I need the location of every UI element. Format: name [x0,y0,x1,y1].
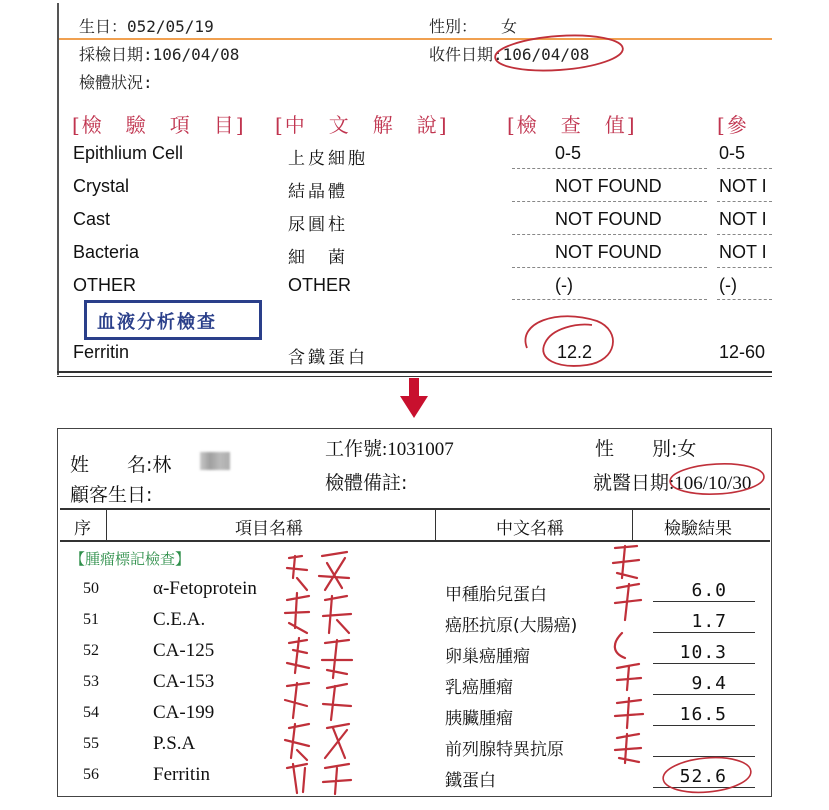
header-item-name: 項目名稱 [235,519,303,539]
item-value: (-) [555,275,573,295]
result-underline [653,694,755,695]
item-value: NOT FOUND [555,209,662,229]
item-name: Crystal [73,176,130,196]
row-number: 53 [83,673,99,690]
item-value: 0-5 [555,143,582,163]
row-number: 50 [83,580,99,597]
header-value: [檢 查 值] [507,113,637,137]
result-underline [653,756,755,757]
row-zh: 鐵蛋白 [445,771,496,791]
bottom-report [57,428,772,797]
item-name: Ferritin [73,342,130,362]
row-zh: 胰臟腫瘤 [445,709,513,729]
row-zh: 乳癌腫瘤 [445,678,513,698]
top-report [57,3,772,375]
ref-rule [717,201,772,202]
down-arrow-icon [400,378,428,418]
row-zh: 卵巢癌腫瘤 [445,647,530,667]
specimen-status: 檢體狀況: [79,73,153,92]
ref-rule [717,299,772,300]
customer-birth: 顧客生日: [70,484,153,506]
item-value: NOT FOUND [555,242,662,262]
row-result: 10.3 [679,642,727,663]
bottom-rule [57,371,772,373]
row-zh: 前列腺特異抗原 [445,740,564,760]
row-name: C.E.A. [153,609,206,630]
row-result: 16.5 [679,704,727,725]
row-name: CA-153 [153,671,215,692]
ref-rule [717,234,772,235]
row-name: Ferritin [153,764,210,785]
row-zh: 癌胚抗原(大腸癌) [445,616,578,636]
header-item: [檢 驗 項 目] [72,113,246,137]
item-name: Epithlium Cell [73,143,184,163]
col-divider [435,510,436,540]
row-result: 9.4 [691,673,727,694]
visit-date: 就醫日期:106/10/30 [593,473,752,494]
item-zh: 含鐵蛋白 [288,348,368,368]
row-result: 1.7 [691,611,727,632]
item-name: OTHER [73,275,136,295]
row-number: 56 [83,766,99,783]
item-name: Cast [73,209,111,229]
row-number: 54 [83,704,99,721]
work-number: 工作號:1031007 [325,439,454,460]
item-ref: 0-5 [719,143,746,163]
col-divider [106,510,107,540]
result-underline [653,601,755,602]
header-result: 檢驗結果 [664,519,732,539]
row-result: 6.0 [691,580,727,601]
col-divider [632,510,633,540]
item-zh: 結晶體 [288,182,348,202]
result-underline [653,787,755,788]
orange-rule [59,38,772,40]
row-number: 52 [83,642,99,659]
item-zh: OTHER [288,275,351,295]
section-tumor-markers: 【腫瘤標記檢查】 [70,550,191,568]
item-value: 12.2 [557,342,593,362]
table-header [60,508,770,542]
row-name: CA-199 [153,702,215,723]
left-border [57,3,59,375]
header-ref: [參 [717,113,749,137]
result-underline [653,632,755,633]
item-ref: NOT I [719,176,767,196]
header-zh: [中 文 解 說] [275,113,449,137]
row-number: 51 [83,611,99,628]
value-rule [512,168,707,169]
value-rule [512,201,707,202]
receive-date: 收件日期:106/04/08 [429,45,590,64]
bottom-rule [57,376,772,377]
header-seq: 序 [74,519,91,539]
section-box-label: 血液分析檢查 [97,312,217,333]
row-zh: 甲種胎兒蛋白 [445,585,547,605]
ref-rule [717,267,772,268]
item-zh: 細 菌 [288,248,348,268]
item-name: Bacteria [73,242,140,262]
item-ref: (-) [719,275,737,295]
row-name: P.S.A [153,733,196,754]
redacted-name [200,452,230,470]
result-underline [653,725,755,726]
patient-name: 姓 名:林 [70,454,172,476]
item-ref: 12-60 [719,342,766,362]
result-underline [653,663,755,664]
header-zh-name: 中文名稱 [496,519,564,539]
row-number: 55 [83,735,99,752]
birth-date: 生日：052/05/19 [79,17,214,36]
value-rule [512,267,707,268]
row-name: α-Fetoprotein [153,578,257,599]
row-name: CA-125 [153,640,215,661]
ref-rule [717,168,772,169]
value-rule [512,299,707,300]
section-box-blood-analysis [84,300,262,340]
gender: 性別： 女 [429,17,518,36]
item-zh: 尿圓柱 [288,215,348,235]
gender: 性 別:女 [595,438,697,460]
row-result: 52.6 [679,766,727,787]
collect-date: 採檢日期:106/04/08 [79,45,240,64]
item-ref: NOT I [719,209,767,229]
value-rule [512,234,707,235]
item-value: NOT FOUND [555,176,662,196]
item-zh: 上皮細胞 [288,149,368,169]
item-ref: NOT I [719,242,767,262]
specimen-note: 檢體備註: [325,472,408,494]
